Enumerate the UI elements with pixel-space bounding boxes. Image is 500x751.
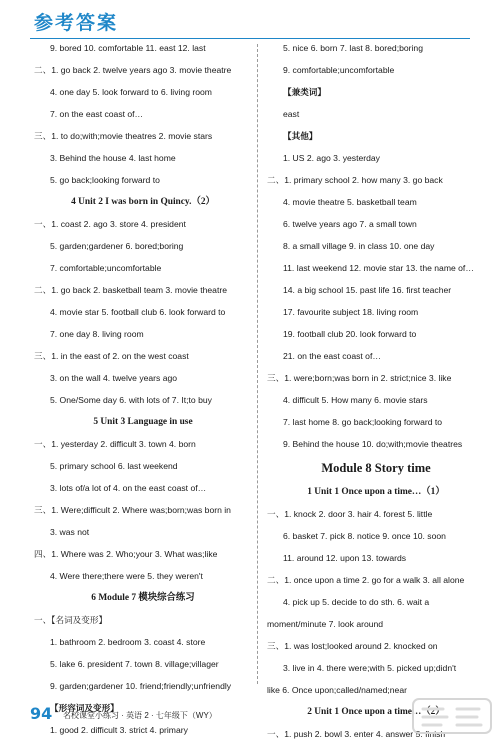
answer-line: 9. garden;gardener 10. friend;friendly;unfriendly (50, 681, 232, 691)
answer-line: 5. primary school 6. last weekend (50, 461, 178, 471)
answer-line: 6. basket 7. pick 8. notice 9. once 10. soon (283, 531, 446, 541)
answer-line: 9. comfortable;uncomfortable (283, 65, 395, 75)
category-label: 【形容词及变形】 (50, 703, 119, 713)
answer-line: 1. bathroom 2. bedroom 3. coast 4. store (50, 637, 206, 647)
answer-line: 二、1. go back 2. basketball team 3. movie theatre (34, 285, 227, 295)
answer-line: 一、1. push 2. bowl 3. enter 4. answer 5. finish (267, 729, 446, 739)
category-label: 【其他】 (283, 131, 318, 141)
category-label: 【兼类词】 (283, 87, 326, 97)
footer-text: 名校课堂小练习 · 英语 2 · 七年级下（WY） (63, 711, 217, 720)
answer-line: 二、1. go back 2. twelve years ago 3. movie theatre (34, 65, 232, 75)
watermark-stamp-icon (407, 695, 497, 737)
answer-line: 三、1. Were;difficult 2. Where was;born;was born in (34, 505, 231, 515)
answer-line: 二、1. primary school 2. how many 3. go back (267, 175, 443, 185)
answer-line: 7. one day 8. living room (50, 329, 144, 339)
answer-line: 三、1. in the east of 2. on the west coast (34, 351, 189, 361)
answer-line: 4. one day 5. look forward to 6. living room (50, 87, 212, 97)
answer-line: 11. around 12. upon 13. towards (283, 553, 407, 563)
answer-line: 三、1. to do;with;movie theatres 2. movie stars (34, 131, 213, 141)
answer-line: 1. US 2. ago 3. yesterday (283, 153, 380, 163)
answer-line: 4. movie star 5. football club 6. look forward to (50, 307, 226, 317)
page-number: 94 (30, 704, 53, 723)
section-heading: 2 Unit 1 Once upon a time…（2） (307, 707, 445, 717)
answer-line: 17. favourite subject 18. living room (283, 307, 419, 317)
section-heading: 6 Module 7 模块综合练习 (91, 593, 195, 603)
page-header (0, 0, 500, 36)
answer-line: 二、1. once upon a time 2. go for a walk 3. all alone (267, 575, 465, 585)
answer-line: 一、1. yesterday 2. difficult 3. town 4. born (34, 439, 196, 449)
answer-line: 7. on the east coast of… (50, 109, 144, 119)
answer-line: 14. a big school 15. past life 16. first teacher (283, 285, 452, 295)
answer-line: 三、1. was lost;looked around 2. knocked on (267, 641, 438, 651)
section-heading: 5 Unit 3 Language in use (93, 417, 193, 427)
answer-line: 1. good 2. difficult 3. strict 4. primary (50, 725, 188, 735)
right-column (267, 43, 485, 751)
answer-line: moment/minute 7. look around (267, 619, 384, 629)
answer-line: 一、1. coast 2. ago 3. store 4. president (34, 219, 186, 229)
answer-line: 4. difficult 5. How many 6. movie stars (283, 395, 428, 405)
answer-line: 4. Were there;there were 5. they weren't (50, 571, 203, 581)
module-heading: Module 8 Story time (321, 461, 431, 475)
answer-line: 5. go back;looking forward to (50, 175, 160, 185)
answer-line: 6. twelve years ago 7. a small town (283, 219, 417, 229)
section-heading: 4 Unit 2 I was born in Quincy.（2） (71, 197, 215, 207)
answer-line: 三、1. were;born;was born in 2. strict;nice 3. like (267, 373, 452, 383)
answer-line: 3. live in 4. there were;with 5. picked up;didn't (283, 663, 457, 673)
answer-line: 一、【名词及变形】 (34, 615, 108, 625)
answer-line: 4. pick up 5. decide to do sth. 6. wait a (283, 597, 430, 607)
answer-line: east (283, 109, 300, 119)
answer-line: 21. on the east coast of… (283, 351, 381, 361)
answer-line: 5. One/Some day 6. with lots of 7. It;to buy (50, 395, 212, 405)
answer-line: 3. lots of/a lot of 4. on the east coast of… (50, 483, 207, 493)
answer-line: 3. on the wall 4. twelve years ago (50, 373, 178, 383)
answer-line: 7. comfortable;uncomfortable (50, 263, 162, 273)
header-rule (30, 38, 470, 39)
answer-line: 11. last weekend 12. movie star 13. the name of… (283, 263, 474, 273)
answer-line: 9. Behind the house 10. do;with;movie theatres (283, 439, 463, 449)
answer-line: 5. nice 6. born 7. last 8. bored;boring (283, 43, 423, 53)
answer-line: 3. was not (50, 527, 90, 537)
left-column (34, 43, 252, 747)
column-divider (257, 44, 258, 684)
answer-line: 4. movie theatre 5. basketball team (283, 197, 417, 207)
answer-line: 19. football club 20. look forward to (283, 329, 417, 339)
answer-line: 5. lake 6. president 7. town 8. village;villager (50, 659, 219, 669)
answer-line: 8. a small village 9. in class 10. one day (283, 241, 435, 251)
answer-line: 四、1. Where was 2. Who;your 3. What was;like (34, 549, 218, 559)
answer-line: 7. last home 8. go back;looking forward to (283, 417, 443, 427)
answer-line: 一、1. knock 2. door 3. hair 4. forest 5. little (267, 509, 433, 519)
page-title: 参考答案 (34, 12, 119, 34)
answer-line: 9. bored 10. comfortable 11. east 12. last (50, 43, 206, 53)
section-heading: 1 Unit 1 Once upon a time…（1） (307, 487, 445, 497)
answer-line: 5. garden;gardener 6. bored;boring (50, 241, 184, 251)
answer-line: 3. Behind the house 4. last home (50, 153, 176, 163)
answer-line: like 6. Once upon;called/named;near (267, 685, 407, 695)
